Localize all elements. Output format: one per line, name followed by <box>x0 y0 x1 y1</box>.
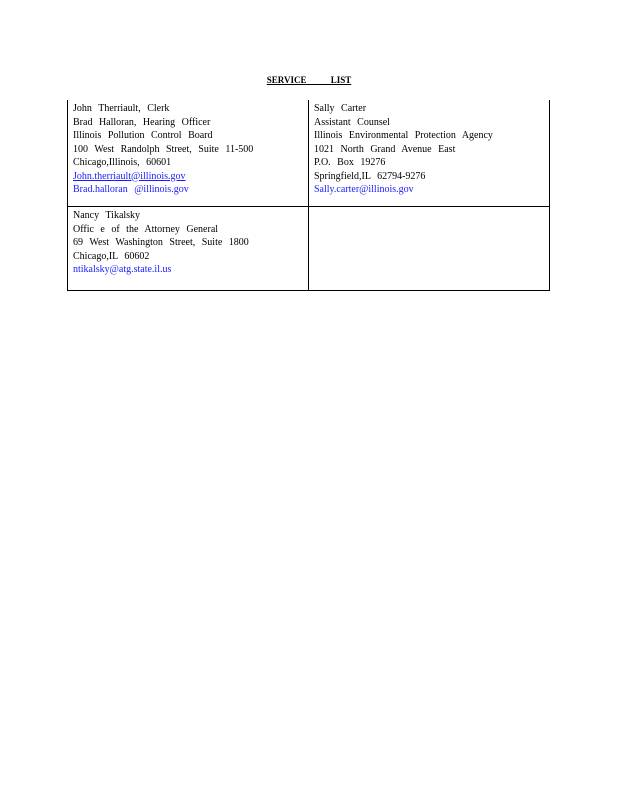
contact-cell-tikalsky <box>68 207 309 291</box>
email-link-therriault[interactable]: John.therriault@illinois.gov <box>73 170 186 182</box>
empty-cell <box>309 207 550 291</box>
document-title: SERVICE LIST <box>266 75 352 85</box>
contact-line: John Therriault, Clerk <box>73 103 170 114</box>
contact-line: Illinois Pollution Control Board <box>73 130 213 141</box>
email-link-carter[interactable]: Sally.carter@illinois.gov <box>314 184 414 195</box>
contact-line: P.O. Box 19276 <box>314 157 386 168</box>
email-link-tikalsky[interactable]: ntikalsky@atg.state.il.us <box>73 264 172 275</box>
contact-line: 1021 North Grand Avenue East <box>314 143 456 155</box>
contact-line: Brad Halloran, Hearing Officer <box>73 116 211 128</box>
table-row <box>68 100 550 207</box>
contact-line: Springfield,IL 62794-9276 <box>314 170 426 182</box>
contact-line: Nancy Tikalsky <box>73 210 141 221</box>
contact-line: 69 West Washington Street, Suite 1800 <box>73 237 249 248</box>
contact-line: Chicago,IL 60602 <box>73 250 150 262</box>
contact-line: Sally Carter <box>314 103 367 114</box>
contact-cell-therriault-halloran <box>68 100 309 207</box>
contact-line: Chicago,Illinois, 60601 <box>73 157 172 168</box>
contact-line: Assistant Counsel <box>314 116 390 128</box>
contact-line: Offic e of the Attorney General <box>73 223 219 235</box>
table-row <box>68 207 550 291</box>
contact-line: 100 West Randolph Street, Suite 11-500 <box>73 143 254 155</box>
contact-line: Illinois Environmental Protection Agency <box>314 130 493 141</box>
contact-cell-carter <box>309 100 550 207</box>
email-link-halloran[interactable]: Brad.halloran @illinois.gov <box>73 184 189 195</box>
service-list-table <box>67 100 550 291</box>
